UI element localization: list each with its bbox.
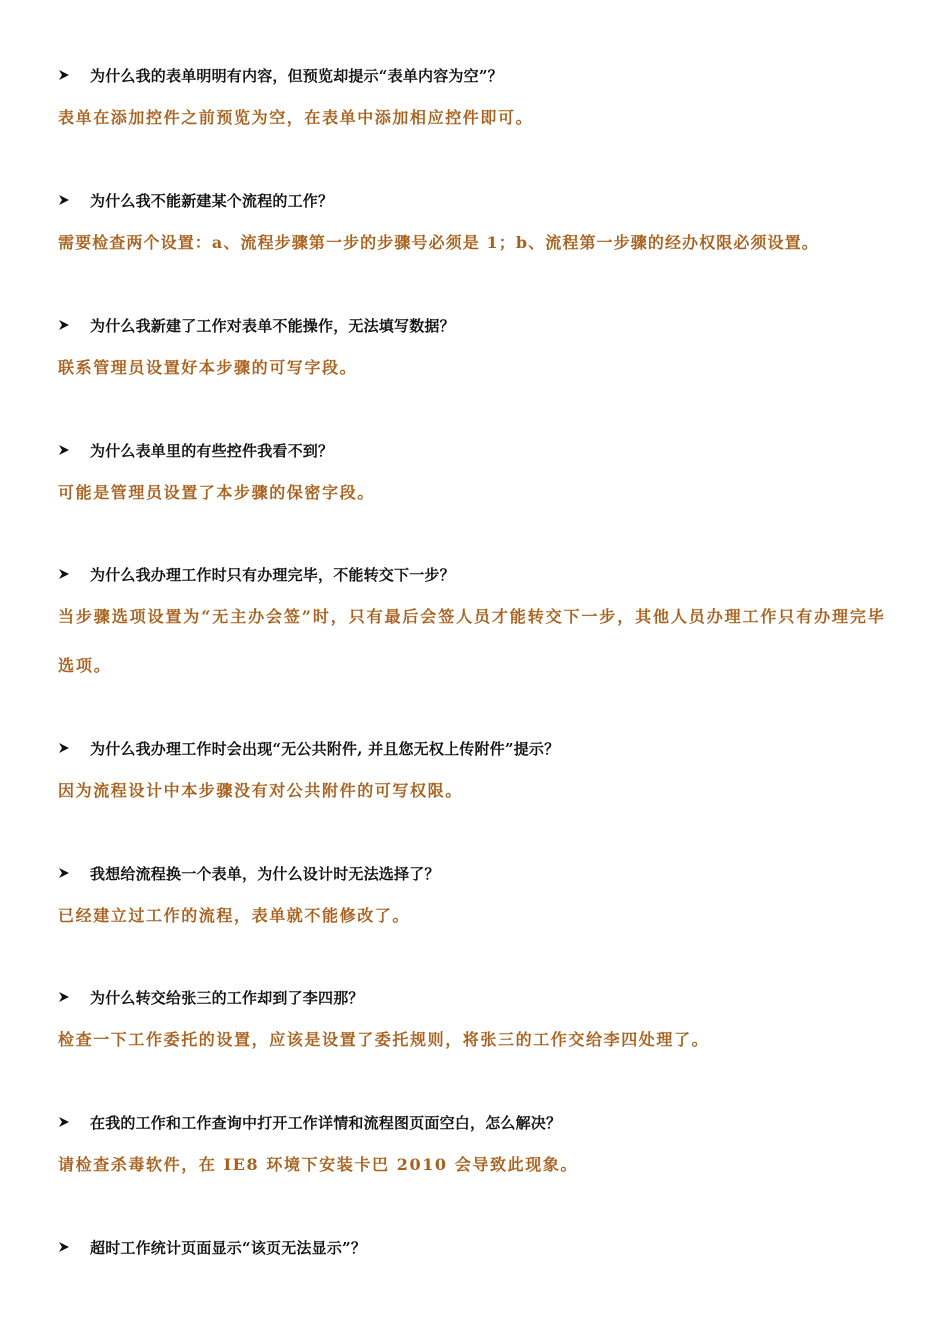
arrowhead-bullet-icon (58, 1116, 70, 1128)
question-text: 在我的工作和工作查询中打开工作详情和流程图页面空白，怎么解决？ (90, 1113, 562, 1132)
arrowhead-bullet-icon (58, 1241, 70, 1253)
arrowhead-bullet-icon (58, 568, 70, 580)
faq-question (58, 861, 440, 885)
question-text: 为什么我的表单明明有内容，但预览却提示“表单内容为空”？ (90, 66, 503, 85)
question-text: 我想给流程换一个表单，为什么设计时无法选择了？ (90, 864, 440, 883)
arrowhead-bullet-icon (58, 444, 70, 456)
faq-question (58, 1110, 561, 1134)
faq-question (58, 985, 364, 1009)
faq-answer: 当步骤选项设置为“无主办会签”时，只有最后会签人员才能转交下一步，其他人员办理工作只有办理完毕选项。 (58, 607, 886, 675)
faq-answer: 需要检查两个设置：a、流程步骤第一步的步骤号必须是 1；b、流程第一步骤的经办权限必须设置。 (58, 233, 819, 252)
faq-question (58, 188, 333, 212)
faq-question (58, 562, 455, 586)
arrowhead-bullet-icon (58, 319, 70, 331)
arrowhead-bullet-icon (58, 742, 70, 754)
question-text: 为什么我不能新建某个流程的工作？ (90, 191, 334, 210)
faq-answer: 联系管理员设置好本步骤的可写字段。 (58, 358, 358, 377)
question-text: 超时工作统计页面显示“该页无法显示”？ (90, 1238, 367, 1257)
question-text: 为什么转交给张三的工作却到了李四那？ (90, 988, 364, 1007)
faq-question (58, 1235, 366, 1259)
faq-answer: 可能是管理员设置了本步骤的保密字段。 (58, 483, 375, 502)
faq-answer: 请检查杀毒软件，在 IE8 环境下安装卡巴 2010 会导致此现象。 (58, 1155, 579, 1174)
faq-question (58, 736, 559, 760)
question-text: 为什么表单里的有些控件我看不到？ (90, 441, 334, 460)
arrowhead-bullet-icon (58, 194, 70, 206)
faq-answer: 因为流程设计中本步骤没有对公共附件的可写权限。 (58, 781, 463, 800)
faq-answer: 已经建立过工作的流程，表单就不能修改了。 (58, 906, 411, 925)
arrowhead-bullet-icon (58, 991, 70, 1003)
question-text: 为什么我办理工作时会出现“无公共附件, 并且您无权上传附件”提示？ (90, 739, 560, 758)
arrowhead-bullet-icon (58, 867, 70, 879)
faq-question (58, 438, 333, 462)
faq-question (58, 63, 503, 87)
question-text: 为什么我办理工作时只有办理完毕，不能转交下一步？ (90, 565, 455, 584)
faq-question (58, 313, 455, 337)
faq-answer: 表单在添加控件之前预览为空，在表单中添加相应控件即可。 (58, 108, 534, 127)
arrowhead-bullet-icon (58, 69, 70, 81)
faq-answer: 检查一下工作委托的设置，应该是设置了委托规则，将张三的工作交给李四处理了。 (58, 1030, 710, 1049)
question-text: 为什么我新建了工作对表单不能操作，无法填写数据？ (90, 316, 455, 335)
